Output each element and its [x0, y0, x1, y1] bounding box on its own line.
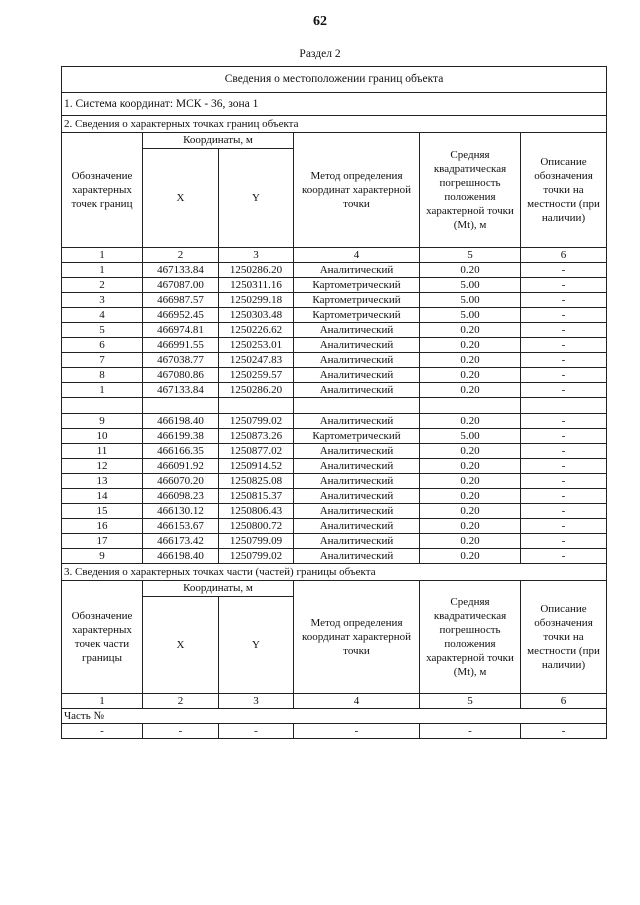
header-y: Y — [219, 149, 294, 248]
header-method: Метод определения координат характерной точки — [294, 133, 420, 248]
header-accuracy: Средняя квадратическая погрешность положения характерной точки (Mt), м — [420, 133, 521, 248]
coord-system: 1. Система координат: МСК - 36, зона 1 — [62, 93, 607, 116]
points-section-title: 2. Сведения о характерных точках границ объекта — [62, 116, 607, 133]
part-row: - - - - - - — [62, 724, 607, 739]
point-row: 9 466198.40 1250799.02 Аналитический 0.20 - — [62, 414, 607, 429]
group-separator-row — [62, 398, 607, 414]
point-row: 13 466070.20 1250825.08 Аналитический 0.20 - — [62, 474, 607, 489]
point-row: 3 466987.57 1250299.18 Картометрический 5.00 - — [62, 293, 607, 308]
point-row: 8 467080.86 1250259.57 Аналитический 0.20 - — [62, 368, 607, 383]
column-number-row: 1 2 3 4 5 6 — [62, 248, 607, 263]
point-row: 4 466952.45 1250303.48 Картометрический 5.00 - — [62, 308, 607, 323]
header-point-designation: Обозначение характерных точек границ — [62, 133, 143, 248]
column-number-row-2: 1 2 3 4 5 6 — [62, 694, 607, 709]
page-number: 62 — [313, 14, 327, 29]
part-label: Часть № — [62, 709, 607, 724]
point-row: 11 466166.35 1250877.02 Аналитический 0.20 - — [62, 444, 607, 459]
header-description-2: Описание обозначения точки на местности (при наличии) — [521, 581, 607, 694]
header-method-2: Метод определения координат характерной точки — [294, 581, 420, 694]
parts-section-title: 3. Сведения о характерных точках части (частей) границы объекта — [62, 564, 607, 581]
section-label: Раздел 2 — [299, 48, 341, 60]
point-row: 16 466153.67 1250800.72 Аналитический 0.20 - — [62, 519, 607, 534]
point-row: 15 466130.12 1250806.43 Аналитический 0.20 - — [62, 504, 607, 519]
point-row: 6 466991.55 1250253.01 Аналитический 0.20 - — [62, 338, 607, 353]
header-x-2: X — [143, 597, 219, 694]
header-description: Описание обозначения точки на местности (при наличии) — [521, 133, 607, 248]
header-x: X — [143, 149, 219, 248]
header-part-point-designation: Обозначение характерных точек части границы — [62, 581, 143, 694]
point-row: 10 466199.38 1250873.26 Картометрический 5.00 - — [62, 429, 607, 444]
header-coordinates: Координаты, м — [143, 133, 294, 149]
point-row: 1 467133.84 1250286.20 Аналитический 0.20 - — [62, 263, 607, 278]
point-row: 2 467087.00 1250311.16 Картометрический 5.00 - — [62, 278, 607, 293]
object-title: Сведения о местоположении границ объекта — [62, 67, 607, 93]
point-row: 1 467133.84 1250286.20 Аналитический 0.20 - — [62, 383, 607, 398]
point-row: 7 467038.77 1250247.83 Аналитический 0.20 - — [62, 353, 607, 368]
point-row: 14 466098.23 1250815.37 Аналитический 0.20 - — [62, 489, 607, 504]
header-coordinates-2: Координаты, м — [143, 581, 294, 597]
point-row: 12 466091.92 1250914.52 Аналитический 0.20 - — [62, 459, 607, 474]
point-row: 9 466198.40 1250799.02 Аналитический 0.20 - — [62, 549, 607, 564]
boundary-table — [61, 66, 607, 739]
point-row: 5 466974.81 1250226.62 Аналитический 0.20 - — [62, 323, 607, 338]
point-row: 17 466173.42 1250799.09 Аналитический 0.20 - — [62, 534, 607, 549]
header-y-2: Y — [219, 597, 294, 694]
header-accuracy-2: Средняя квадратическая погрешность положения характерной точки (Mt), м — [420, 581, 521, 694]
